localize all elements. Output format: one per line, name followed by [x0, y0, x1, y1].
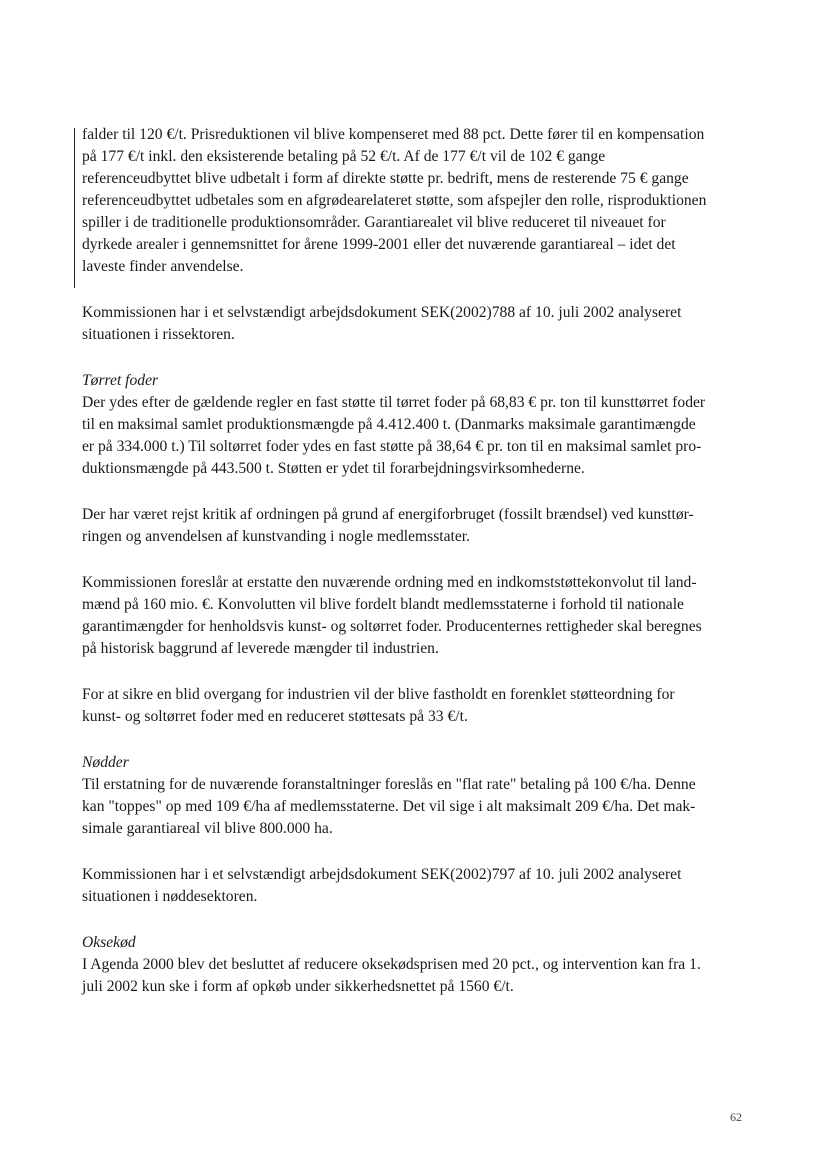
- text-line: simale garantiareal vil blive 800.000 ha.: [82, 820, 333, 837]
- text-line: referenceudbyttet udbetales som en afgrødearelateret støtte, som afspejler den rolle, risproduktionen: [82, 192, 707, 209]
- section-heading: Tørret foder: [82, 372, 159, 389]
- text-line: I Agenda 2000 blev det besluttet af reducere oksekødsprisen med 20 pct., og intervention kan fra 1.: [82, 956, 701, 973]
- paragraph-kritik: [82, 504, 754, 548]
- section-nodder: [82, 752, 754, 840]
- text-line: på historisk baggrund af leverede mængder til industrien.: [82, 640, 439, 657]
- paragraph-overgang: [82, 684, 754, 728]
- text-line: situationen i nøddesektoren.: [82, 888, 258, 905]
- text-line: situationen i rissektoren.: [82, 326, 235, 343]
- text-line: laveste finder anvendelse.: [82, 258, 244, 275]
- page-number: 62: [730, 1110, 742, 1124]
- text-line: Til erstatning for de nuværende foranstaltninger foreslås en "flat rate" betaling på 100 €/ha. Denne: [82, 776, 696, 793]
- text-line: dyrkede arealer i gennemsnittet for årene 1999-2001 eller det nuværende garantiareal – idet det: [82, 236, 676, 253]
- revision-change-bar: [74, 128, 75, 288]
- text-line: mænd på 160 mio. €. Konvolutten vil blive fordelt blandt medlemsstaterne i forhold til nationale: [82, 596, 684, 613]
- text-line: duktionsmængde på 443.500 t. Støtten er ydet til forarbejdningsvirksomhederne.: [82, 460, 585, 477]
- text-line: kunst- og soltørret foder med en reduceret støttesats på 33 €/t.: [82, 708, 468, 725]
- text-line: garantimængder for henholdsvis kunst- og soltørret foder. Producenternes rettigheder skal beregnes: [82, 618, 702, 635]
- text-line: juli 2002 kun ske i form af opkøb under sikkerhedsnettet på 1560 €/t.: [82, 978, 514, 995]
- text-line: Kommissionen foreslår at erstatte den nuværende ordning med en indkomststøttekonvolut til land-: [82, 574, 697, 591]
- document-page: [82, 124, 754, 998]
- text-line: spiller i de traditionelle produktionsområder. Garantiarealet vil blive reduceret til niveauet for: [82, 214, 666, 231]
- text-line: Der ydes efter de gældende regler en fast støtte til tørret foder på 68,83 € pr. ton til kunsttørret foder: [82, 394, 706, 411]
- text-line: på 177 €/t inkl. den eksisterende betaling på 52 €/t. Af de 177 €/t vil de 102 € gange: [82, 148, 606, 165]
- section-heading: Oksekød: [82, 934, 136, 951]
- text-line: referenceudbyttet blive udbetalt i form af direkte støtte pr. bedrift, mens de resterende 75 € gange: [82, 170, 689, 187]
- paragraph-nodder-dokument: [82, 864, 754, 908]
- text-line: er på 334.000 t.) Til soltørret foder ydes en fast støtte på 38,64 € pr. ton til en maksimal samlet pro-: [82, 438, 702, 455]
- text-line: ringen og anvendelsen af kunstvanding i nogle medlemsstater.: [82, 528, 471, 545]
- text-line: til en maksimal samlet produktionsmængde på 4.412.400 t. (Danmarks maksimale garantimængde: [82, 416, 696, 433]
- text-line: Der har været rejst kritik af ordningen på grund af energiforbruget (fossilt brændsel) ved kunsttør-: [82, 506, 694, 523]
- text-line: Kommissionen har i et selvstændigt arbejdsdokument SEK(2002)788 af 10. juli 2002 analyseret: [82, 304, 682, 321]
- paragraph-ris-kompensation: [82, 124, 754, 278]
- paragraph-forslag: [82, 572, 754, 660]
- section-torret-foder: [82, 370, 754, 480]
- text-line: Kommissionen har i et selvstændigt arbejdsdokument SEK(2002)797 af 10. juli 2002 analyseret: [82, 866, 682, 883]
- paragraph-rissektor-dokument: [82, 302, 754, 346]
- text-line: falder til 120 €/t. Prisreduktionen vil blive kompenseret med 88 pct. Dette fører til en kompensation: [82, 126, 705, 143]
- section-heading: Nødder: [82, 754, 129, 771]
- text-line: For at sikre en blid overgang for industrien vil der blive fastholdt en forenklet støtteordning for: [82, 686, 675, 703]
- text-line: kan "toppes" op med 109 €/ha af medlemsstaterne. Det vil sige i alt maksimalt 209 €/ha. Det mak-: [82, 798, 696, 815]
- section-oksekod: [82, 932, 754, 998]
